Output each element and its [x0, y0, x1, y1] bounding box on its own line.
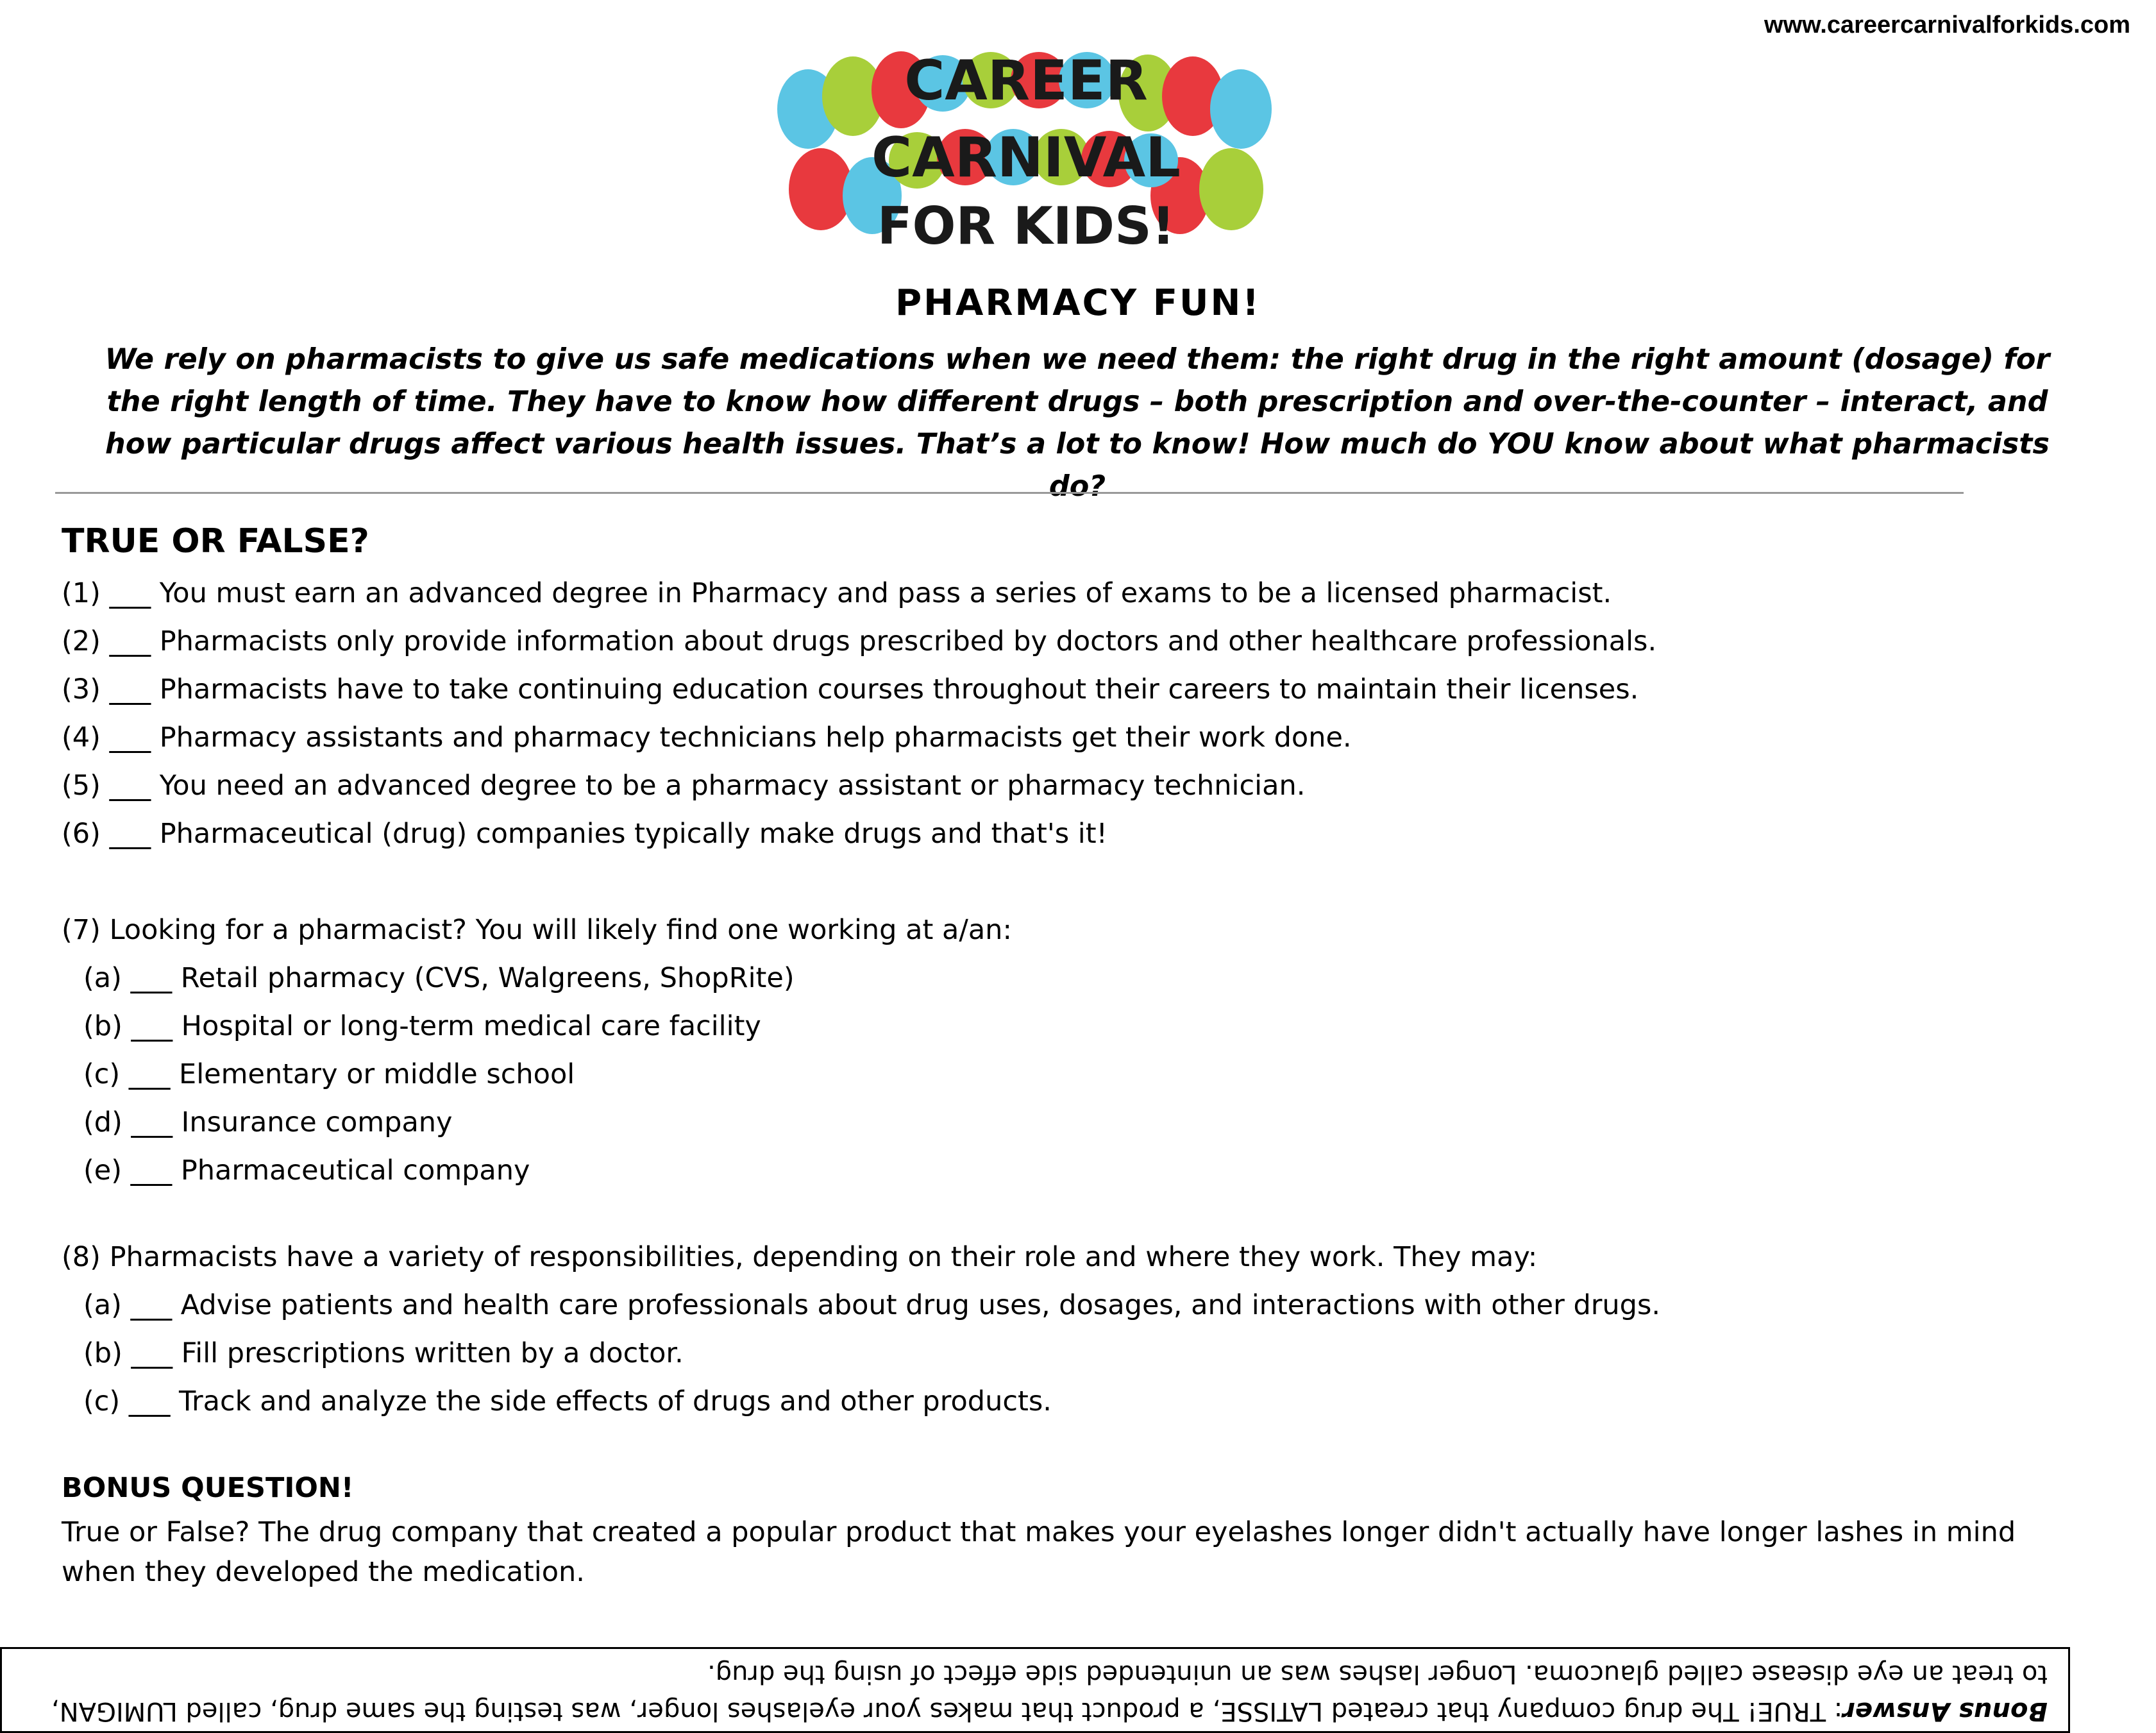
- tf-item-2: (2) ___ Pharmacists only provide information about drugs prescribed by doctors and other healthcare professionals.: [62, 625, 1657, 657]
- logo-line2: CARNIVAL: [872, 126, 1181, 190]
- divider: [55, 492, 1964, 494]
- q8-option-b: (b) ___ Fill prescriptions written by a doctor.: [83, 1337, 684, 1369]
- tf-item-1: (1) ___ You must earn an advanced degree in Pharmacy and pass a series of exams to be a licensed pharmacist.: [62, 577, 1612, 609]
- bonus-question: True or False? The drug company that created a popular product that makes your eyelashes longer didn't actually have longer lashes in mind when they developed the medication.: [62, 1516, 2016, 1588]
- tf-item-6: (6) ___ Pharmaceutical (drug) companies typically make drugs and that's it!: [62, 818, 1107, 850]
- bonus-heading: BONUS QUESTION!: [62, 1472, 354, 1504]
- page-title: PHARMACY FUN!: [895, 282, 1261, 324]
- q7-option-d: (d) ___ Insurance company: [83, 1106, 453, 1138]
- bonus-answer-text: : TRUE! The drug company that created LATISSE, a product that makes your eyelashes longer, was testing the same drug, called LUMIGAN, to treat an eye disease called glaucoma. Longer lashes was an unintended side effect of using the drug.: [51, 1659, 2048, 1726]
- q8-option-a: (a) ___ Advise patients and health care professionals about drug uses, dosages, and interactions with other drugs.: [83, 1289, 1661, 1321]
- intro-text: We rely on pharmacists to give us safe medications when we need them: the right drug in the right amount (dosage) for the right length of time. They have to know how different drugs – both prescription and over-the-counter – interact, and how particular drugs affect various health issues. That’s a lot to know! How much do YOU know about what pharmacists do?: [105, 343, 2050, 503]
- true-false-heading: TRUE OR FALSE?: [62, 522, 369, 561]
- logo-line1: CAREER: [904, 49, 1148, 113]
- bonus-answer-box: [0, 1647, 2070, 1733]
- q7-question: (7) Looking for a pharmacist? You will likely find one working at a/an:: [62, 914, 1012, 946]
- q7-option-e: (e) ___ Pharmaceutical company: [83, 1154, 530, 1187]
- tf-item-5: (5) ___ You need an advanced degree to be a pharmacy assistant or pharmacy technician.: [62, 770, 1306, 802]
- career-carnival-logo: [770, 45, 1283, 257]
- tf-item-4: (4) ___ Pharmacy assistants and pharmacy technicians help pharmacists get their work done.: [62, 722, 1352, 754]
- q8-question: (8) Pharmacists have a variety of responsibilities, depending on their role and where they work. They may:: [62, 1241, 1538, 1273]
- bonus-answer-label: Bonus Answer: [1842, 1696, 2048, 1726]
- q7-option-a: (a) ___ Retail pharmacy (CVS, Walgreens, ShopRite): [83, 962, 795, 994]
- tf-item-3: (3) ___ Pharmacists have to take continuing education courses throughout their careers to maintain their licenses.: [62, 673, 1639, 706]
- q7-option-c: (c) ___ Elementary or middle school: [83, 1058, 575, 1090]
- q7-option-b: (b) ___ Hospital or long-term medical care facility: [83, 1010, 761, 1042]
- logo-line3: FOR KIDS!: [877, 196, 1175, 256]
- bonus-answer-upside-down: [28, 1655, 2048, 1730]
- q8-option-c: (c) ___ Track and analyze the side effects of drugs and other products.: [83, 1385, 1052, 1417]
- quiz-body: [62, 513, 2082, 1592]
- site-url[interactable]: www.careercarnivalforkids.com: [1764, 12, 2130, 38]
